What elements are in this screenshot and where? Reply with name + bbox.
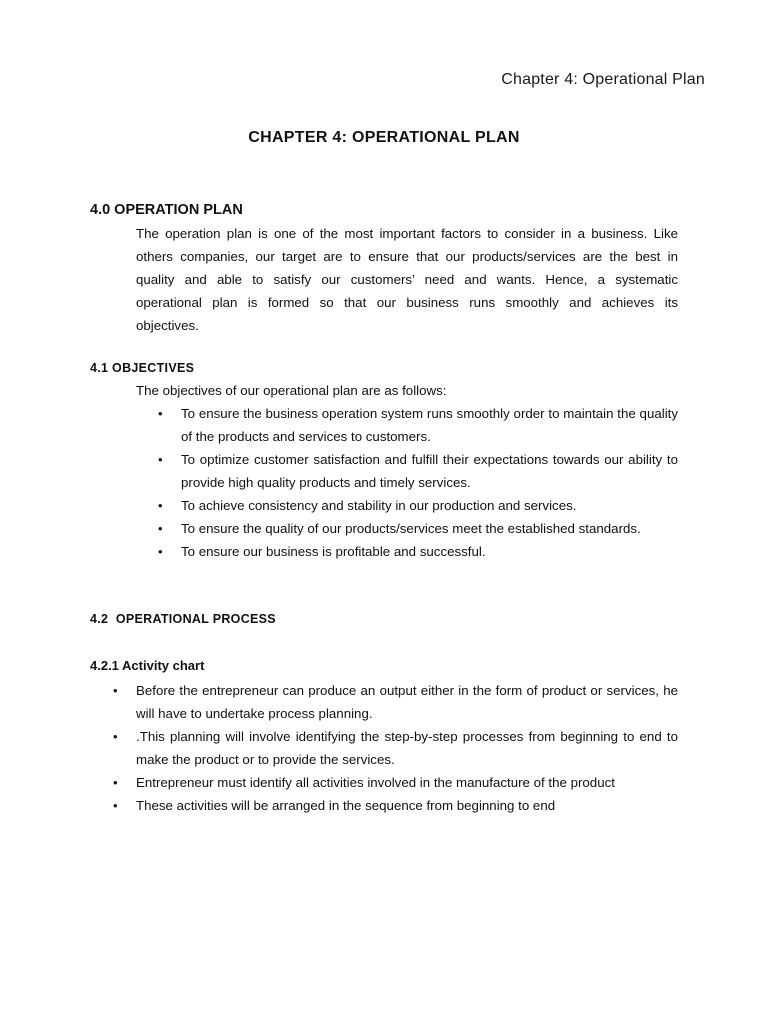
list-item-text: To achieve consistency and stability in our production and services. — [181, 498, 577, 513]
activity-chart-list — [113, 679, 678, 817]
section-heading-4-0: 4.0 OPERATION PLAN — [90, 202, 243, 218]
list-item — [158, 402, 678, 448]
section-heading-4-2: 4.2 OPERATIONAL PROCESS — [90, 612, 276, 626]
list-item-text: These activities will be arranged in the sequence from beginning to end — [136, 798, 556, 813]
paragraph-line: The operation plan is one of the most important factors to consider in a business. Like — [136, 226, 678, 241]
bullet-icon: • — [158, 544, 163, 559]
list-item-text: To optimize customer satisfaction and fulfill their expectations towards our ability to provide high quality products and timely services. — [181, 452, 678, 490]
chapter-title: CHAPTER 4: OPERATIONAL PLAN — [248, 129, 520, 146]
list-item-text: To ensure the quality of our products/services meet the established standards. — [181, 521, 641, 536]
bullet-icon: • — [113, 775, 118, 790]
running-header: Chapter 4: Operational Plan — [501, 71, 705, 88]
section-heading-4-1: 4.1 OBJECTIVES — [90, 361, 195, 375]
list-item-text: Before the entrepreneur can produce an output either in the form of product or services, he will have to undertake process planning. — [136, 683, 678, 721]
paragraph-line: operational plan is formed so that our business runs smoothly and achieves its — [136, 295, 678, 310]
list-item — [158, 448, 678, 494]
paragraph-line: quality and able to satisfy our customers’ need and wants. Hence, a systematic — [136, 272, 678, 287]
operation-plan-paragraph — [136, 222, 678, 337]
list-item-text: Entrepreneur must identify all activities involved in the manufacture of the product — [136, 775, 615, 790]
list-item — [158, 494, 678, 517]
section-heading-4-2-1: 4.2.1 Activity chart — [90, 658, 205, 673]
list-item — [113, 771, 678, 794]
list-item — [113, 725, 678, 771]
list-item-text: .This planning will involve identifying the step-by-step processes from beginning to end to make the product or to provide the services. — [136, 729, 678, 767]
list-item — [158, 517, 678, 540]
list-item-text: To ensure the business operation system runs smoothly order to maintain the quality of the products and services to customers. — [181, 406, 678, 444]
objectives-list — [158, 402, 678, 563]
paragraph-line: others companies, our target are to ensure that our products/services are the best in — [136, 249, 678, 264]
list-item — [158, 540, 678, 563]
bullet-icon: • — [113, 729, 118, 744]
bullet-icon: • — [158, 521, 163, 536]
bullet-icon: • — [113, 683, 118, 698]
list-item — [113, 794, 678, 817]
list-item-text: To ensure our business is profitable and successful. — [181, 544, 486, 559]
bullet-icon: • — [158, 452, 163, 467]
bullet-icon: • — [158, 406, 163, 421]
paragraph-line: objectives. — [136, 318, 199, 333]
bullet-icon: • — [113, 798, 118, 813]
objectives-intro: The objectives of our operational plan are as follows: — [136, 383, 447, 398]
list-item — [113, 679, 678, 725]
bullet-icon: • — [158, 498, 163, 513]
